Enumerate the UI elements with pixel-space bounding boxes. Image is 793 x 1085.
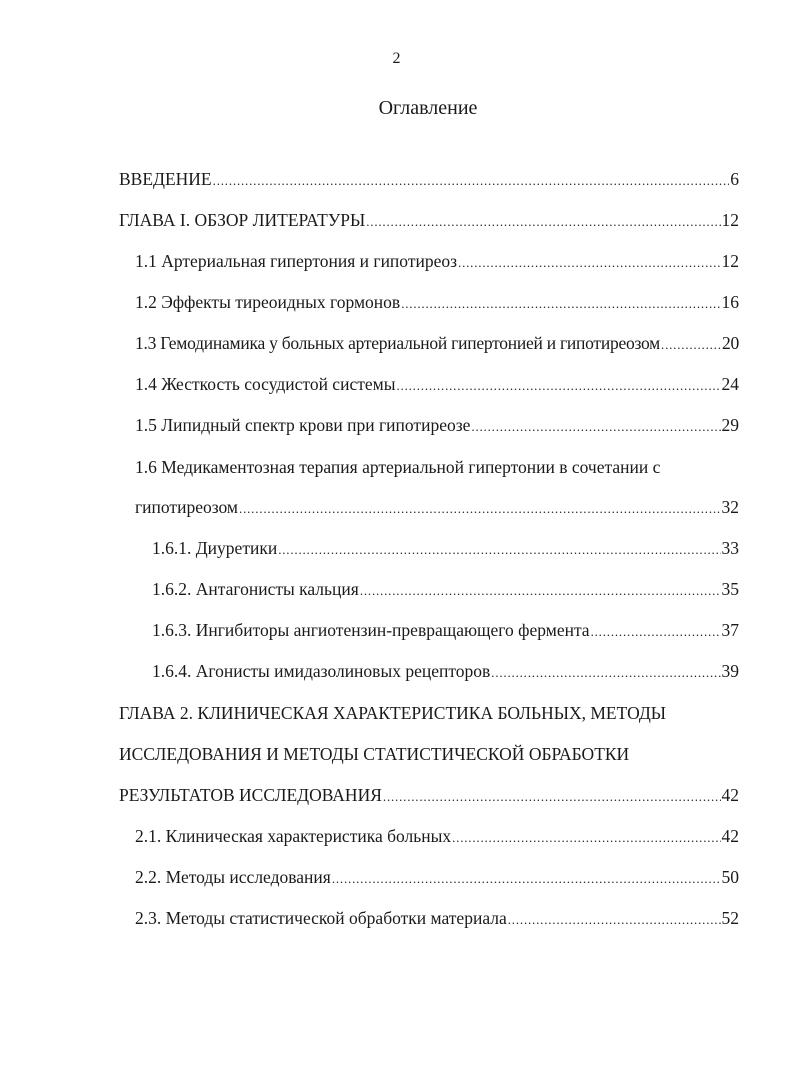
toc-entry-page: 12 <box>721 210 739 230</box>
toc-entry-label: ГЛАВА I. ОБЗОР ЛИТЕРАТУРЫ <box>119 210 366 230</box>
toc-entry-1-3[interactable] <box>135 330 739 356</box>
toc-entry-page: 35 <box>721 579 739 599</box>
toc-entry-page: 42 <box>721 785 739 805</box>
dot-leader <box>332 866 721 892</box>
toc-entry-1-6-3[interactable] <box>152 617 739 643</box>
toc-entry-label: 1.6.3. Ингибиторы ангиотензин-превращающего фермента <box>152 620 590 640</box>
toc-entry-1-6-4[interactable] <box>152 658 739 684</box>
toc-entry-label: 1.4 Жесткость сосудистой системы <box>135 374 396 394</box>
dot-leader <box>508 907 721 933</box>
page-title: Оглавление <box>378 97 478 119</box>
toc-entry-page: 16 <box>721 292 739 312</box>
dot-leader <box>661 332 721 358</box>
dot-leader <box>401 291 720 317</box>
dot-leader <box>383 784 721 810</box>
dot-leader <box>491 660 720 686</box>
toc-entry-intro[interactable] <box>119 166 739 192</box>
toc-entry-2-2[interactable] <box>135 864 739 890</box>
dot-leader <box>591 619 721 645</box>
toc-entry-1-6-line1[interactable]: 1.6 Медикаментозная терапия артериальной гипертонии в сочетании с <box>135 457 661 477</box>
toc-entry-label: 2.1. Клиническая характеристика больных <box>135 826 452 846</box>
toc-entry-chapter-2-line1[interactable]: ГЛАВА 2. КЛИНИЧЕСКАЯ ХАРАКТЕРИСТИКА БОЛЬНЫХ, МЕТОДЫ <box>119 703 667 723</box>
toc-entry-label: гипотиреозом <box>135 497 239 517</box>
toc-entry-page: 12 <box>721 251 739 271</box>
toc-entry-1-4[interactable] <box>135 371 739 397</box>
toc-entry-1-6-1[interactable] <box>152 535 739 561</box>
dot-leader <box>452 825 720 851</box>
toc-entry-chapter-2[interactable] <box>119 782 739 808</box>
toc-entry-1-5[interactable] <box>135 412 739 438</box>
toc-entry-2-1[interactable] <box>135 823 739 849</box>
toc-entry-page: 33 <box>721 538 739 558</box>
toc-entry-page: 24 <box>721 374 739 394</box>
dot-leader <box>239 496 720 522</box>
toc-entry-label: 1.1 Артериальная гипертония и гипотиреоз <box>135 251 458 271</box>
page-number: 2 <box>392 50 401 67</box>
toc-entry-label: 1.3 Гемодинамика у больных артериальной гипертонией и гипотиреозом <box>135 333 661 353</box>
toc-entry-label: 1.6.4. Агонисты имидазолиновых рецепторов <box>152 661 491 681</box>
toc-entry-chapter-1[interactable] <box>119 207 739 233</box>
toc-entry-page: 42 <box>721 826 739 846</box>
dot-leader <box>360 578 721 604</box>
dot-leader <box>213 168 730 194</box>
dot-leader <box>471 414 720 440</box>
toc-entry-page: 32 <box>721 497 739 517</box>
toc-entry-label: ВВЕДЕНИЕ <box>119 169 212 189</box>
toc-entry-1-6[interactable] <box>135 494 739 520</box>
toc-entry-1-1[interactable] <box>135 248 739 274</box>
toc-entry-1-2[interactable] <box>135 289 739 315</box>
toc-entry-label: 1.6.2. Антагонисты кальция <box>152 579 359 599</box>
toc-entry-label: РЕЗУЛЬТАТОВ ИССЛЕДОВАНИЯ <box>119 785 382 805</box>
dot-leader <box>458 250 720 276</box>
dot-leader <box>396 373 720 399</box>
toc-entry-page: 6 <box>730 169 739 189</box>
toc-entry-page: 52 <box>721 908 739 928</box>
dot-leader <box>366 209 720 235</box>
toc-entry-label: 1.6.1. Диуретики <box>152 538 278 558</box>
dot-leader <box>278 537 720 563</box>
toc-entry-page: 39 <box>721 661 739 681</box>
toc-entry-label: 1.5 Липидный спектр крови при гипотиреозе <box>135 415 471 435</box>
toc-entry-label: 2.3. Методы статистической обработки материала <box>135 908 507 928</box>
toc-entry-2-3[interactable] <box>135 905 739 931</box>
toc-entry-label: 1.2 Эффекты тиреоидных гормонов <box>135 292 401 312</box>
toc-entry-page: 29 <box>721 415 739 435</box>
toc-entry-page: 37 <box>721 620 739 640</box>
toc-entry-chapter-2-line2[interactable]: ИССЛЕДОВАНИЯ И МЕТОДЫ СТАТИСТИЧЕСКОЙ ОБРАБОТКИ <box>119 744 630 764</box>
toc-entry-page: 20 <box>722 333 739 353</box>
toc-entry-page: 50 <box>721 867 739 887</box>
toc-entry-1-6-2[interactable] <box>152 576 739 602</box>
toc-entry-label: 2.2. Методы исследования <box>135 867 331 887</box>
